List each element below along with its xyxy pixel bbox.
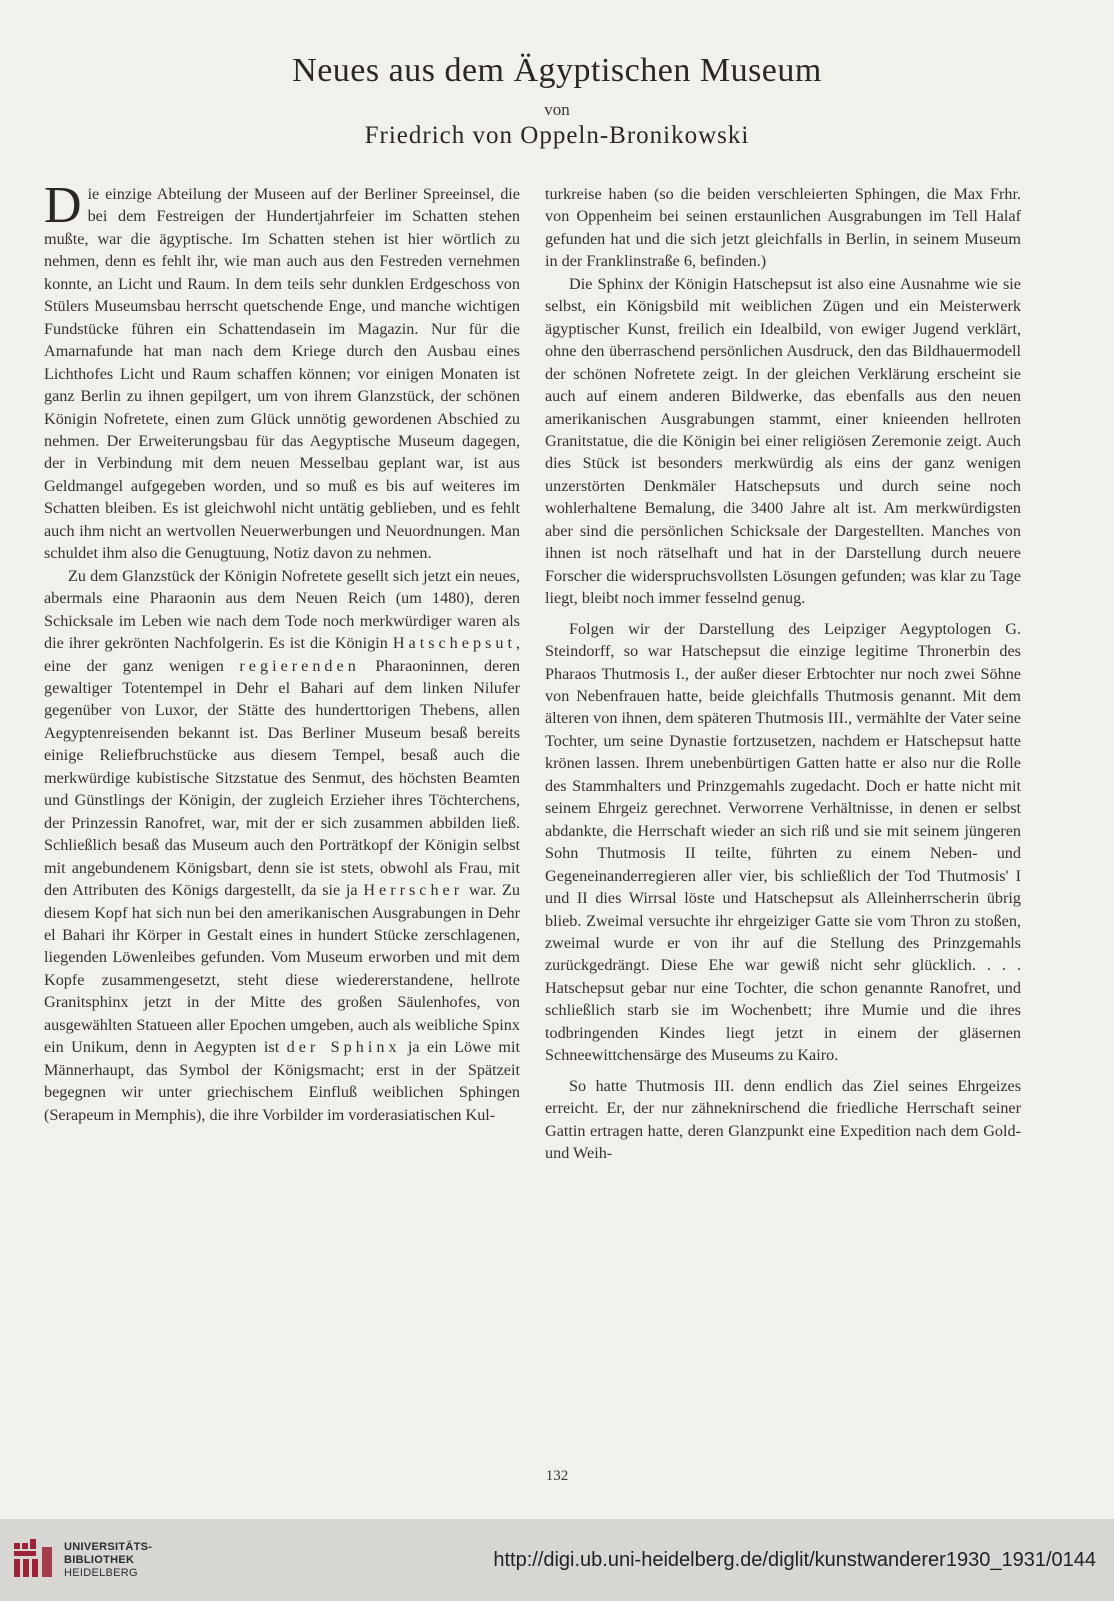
left-column bbox=[44, 177, 521, 1126]
paragraph-1 bbox=[44, 177, 520, 565]
paragraph-3: Die Sphinx der Königin Hatschepsut ist also eine Ausnahme wie sie selbst, ein Königsbild mit weiblichen Zügen und ein Meisterwerk ägyptischer Kunst, freilich ein Idealbild, von ewiger Jugend verklärt, ohne den überraschend persönlichen Ausdruck, den das Bildhauermodell der schönen Nofretete zeigt. In der gleichen Verklärung erscheint sie auch auf einem anderen Bildwerke, das ebenfalls aus den neuen amerikanischen Ausgrabungen stammt, einer knieenden hellroten Granitstatue, die die Königin bei einer religiösen Zeremonie zeigt. Auch dies Stück ist besonders merkwürdig als eins der ganz wenigen unzerstörten Denkmäler Hatschepsuts und durch seine noch wohlerhaltene Bemalung, die 3400 Jahre alt ist. Am merkwürdigsten aber sind die persönlichen Schicksale der Dargestellten. Manches von ihnen ist noch rätselhaft und hat in der Darstellung durch neuere Forscher die widerspruchsvollsten Lösungen gefunden; was klar zu Tage liegt, bleibt noch immer fesselnd genug. bbox=[545, 274, 1021, 608]
spaced-name-hatschepsut: Hatschepsut bbox=[392, 634, 516, 653]
paragraph-2-text-b: , eine der ganz wenigen bbox=[44, 634, 520, 675]
library-line-2: BIBLIOTHEK bbox=[64, 1554, 135, 1566]
library-name bbox=[64, 1541, 152, 1580]
footer-bar bbox=[0, 1519, 1114, 1601]
paragraph-2 bbox=[44, 565, 520, 1126]
spaced-word-herrscher: Herrscher bbox=[363, 881, 464, 900]
paragraph-2-text-a: Zu dem Glanzstück der Königin Nofretete gesellt sich jetzt ein neues, abermals eine Pharaonin aus dem Neuen Reich (um 1480), deren Schicksale im Leben wie nach dem Tode noch merkwürdiger waren als die ihrer gekrönten Nachfolgerin. Es ist die Königin bbox=[44, 566, 520, 653]
drop-cap: D bbox=[44, 177, 82, 234]
byline-von: von bbox=[544, 100, 570, 119]
library-line-1: UNIVERSITÄTS- bbox=[64, 1541, 153, 1553]
article-author: Friedrich von Oppeln-Bronikowski bbox=[364, 122, 750, 149]
spaced-word-der-sphinx: der Sphinx bbox=[286, 1038, 401, 1057]
paragraph-2-text-e: ja ein Löwe mit Männerhaupt, das Symbol der Königsmacht; erst in der Spätzeit begegnen wir unter griechischem Einfluß weiblichen Sphingen (Serapeum in Memphis), die ihre Vorbilder im vorderasiatischen Kul- bbox=[44, 1038, 520, 1124]
paragraph-1-text: ie einzige Abteilung der Museen auf der Berliner Spreeinsel, die bei dem Festreigen der Hundertjahrfeier im Schatten stehen mußte, war die ägyptische. Im Schatten stehen ist hier wörtlich zu nehmen, denn es fehlt ihr, wie man auch aus den Festreden vernehmen konnte, an Licht und Raum. In dem teils sehr dunklen Erdgeschoss von Stülers Museumsbau herrscht quetschende Enge, und manche wichtigen Fundstücke führen ein Schattendasein im Magazin. Nur für die Amarnafunde hat man nach dem Kriege durch den Ausbau eines Lichthofes Licht und Raum schaffen können; vor einigen Monaten ist ganz Berlin zu ihnen gepilgert, um von ihrem Glanzstück, der schönen Königin Nofretete, einen zum Glück unnötig gewordenen Abschied zu nehmen. Der Erweiterungsbau für das Aegyptische Museum dagegen, der in Verbindung mit dem neuen Messelbau geplant war, ist aus Geldmangel aufgegeben worden, und so muß es bis auf weiteres im Schatten bleiben. Es ist gleichwohl nicht untätig geblieben, und es fehlt auch ihm nicht an wertvollen Neuerwerbungen und Neuordnungen. Man schuldet ihm also die Genugtuung, Notiz davon zu nehmen. bbox=[44, 185, 520, 563]
right-column bbox=[545, 183, 1021, 1164]
permalink-url[interactable]: http://digi.ub.uni-heidelberg.de/diglit/kunstwanderer1930_1931/0144 bbox=[493, 1549, 1096, 1571]
spaced-word-regierenden: regierenden bbox=[239, 656, 360, 675]
university-library-logo-icon[interactable] bbox=[12, 1537, 56, 1583]
paragraph-5: So hatte Thutmosis III. denn endlich das Ziel seines Ehrgeizes erreicht. Er, der nur zähneknirschend die friedliche Herrschaft seiner Gattin ertragen hatte, deren Glanzpunkt eine Expedition nach dem Gold- und Weih- bbox=[545, 1076, 1021, 1163]
paragraph-2-text-c: Pharaoninnen, deren gewaltiger Totentempel in Dehr el Bahari auf dem linken Nilufer gegenüber von Luxor, der Stätte des hunderttorigen Thebens, allen Aegyptenreisenden bekannt ist. Das Berliner Museum besaß bereits einige Reliefbruchstücke aus diesem Tempel, besaß auch die merkwürdige kubistische Sitzstatue des Senmut, des höchsten Beamten und Günstlings der Königin, der zugleich Erzieher ihres Töchterchens, der Prinzessin Ranofret, war, mit der er sich zusammen abbilden ließ. Schließlich besaß das Museum auch den Porträtkopf der Königin selbst mit angebundenem Königsbart, denn sie ist stets, obwohl als Frau, mit den Attributen des Königs dargestellt, da sie ja bbox=[44, 656, 520, 900]
library-line-3: HEIDELBERG bbox=[64, 1567, 138, 1579]
paragraph-2-text-d: war. Zu diesem Kopf hat sich nun bei den amerikanischen Ausgrabungen in Dehr el Bahari ihr Körper in Gestalt eines in hundert Stücke zerschlagenen, liegenden Löwenleibes gefunden. Vom Museum erworben und mit dem Kopfe zusammengesetzt, steht diese wiedererstandene, hellrote Granitsphinx jetzt in der Mitte des großen Säulenhofes, von ausgewählten Statueen aller Epochen umgeben, auch als weibliche Spinx ein Unikum, denn in Aegypten ist bbox=[44, 881, 521, 1057]
article-title: Neues aus dem Ägyptischen Museum bbox=[292, 52, 822, 89]
paragraph-4: Folgen wir der Darstellung des Leipziger Aegyptologen G. Steindorff, so war Hatschepsut die einzige legitime Thronerbin des Pharaos Thutmosis I., der außer dieser Erbtochter nur noch zwei Söhne von Nebenfrauen hatte, beide gleichfalls Thutmosis genannt. Mit dem älteren von ihnen, dem späteren Thutmosis III., vermählte der Vater seine Tochter, um seine Dynastie fortzusetzen, nachdem er Hatschepsut hatte krönen lassen. Ihrem unebenbürtigen Gatten hatte er also nur die Rolle des Stammhalters und Prinzgemahls zugedacht. Doch er hatte nicht mit seinem Ehrgeiz gerechnet. Verworrene Verhältnisse, in denen er selbst abdankte, die Herrschaft wieder an sich riß und sie mit seinem jüngeren Sohn Thutmosis II teilte, führten zu einem Neben- und Gegeneinanderregieren aller vier, bis schließlich der Tod Thutmosis' I und II dies Wirrsal löste und Hatschepsut als Alleinherrscherin übrig blieb. Zweimal versuchte ihr ehrgeiziger Gatte sie vom Thron zu stoßen, zweimal wurde er von ihr auf die Stellung des Prinzgemahls zurückgedrängt. Diese Ehe war gewiß nicht sehr glücklich. . . . Hatschepsut gebar nur eine Tochter, die schon genannte Ranofret, und schließlich starb sie im Wochenbett; ihre Mumie und die ihres todbringenden Kindes liegt jetzt in einem der gläsernen Schneewittchensärge des Museums zu Kairo. bbox=[545, 619, 1021, 1065]
paragraph-continuation: turkreise haben (so die beiden verschleierten Sphingen, die Max Frhr. von Oppenheim bei seinen erstaunlichen Ausgrabungen im Tell Halaf gefunden hat und die sich jetzt gleichfalls in Berlin, in seinem Museum in der Franklinstraße 6, befinden.) bbox=[545, 185, 1021, 271]
page-number: 132 bbox=[545, 1468, 569, 1484]
